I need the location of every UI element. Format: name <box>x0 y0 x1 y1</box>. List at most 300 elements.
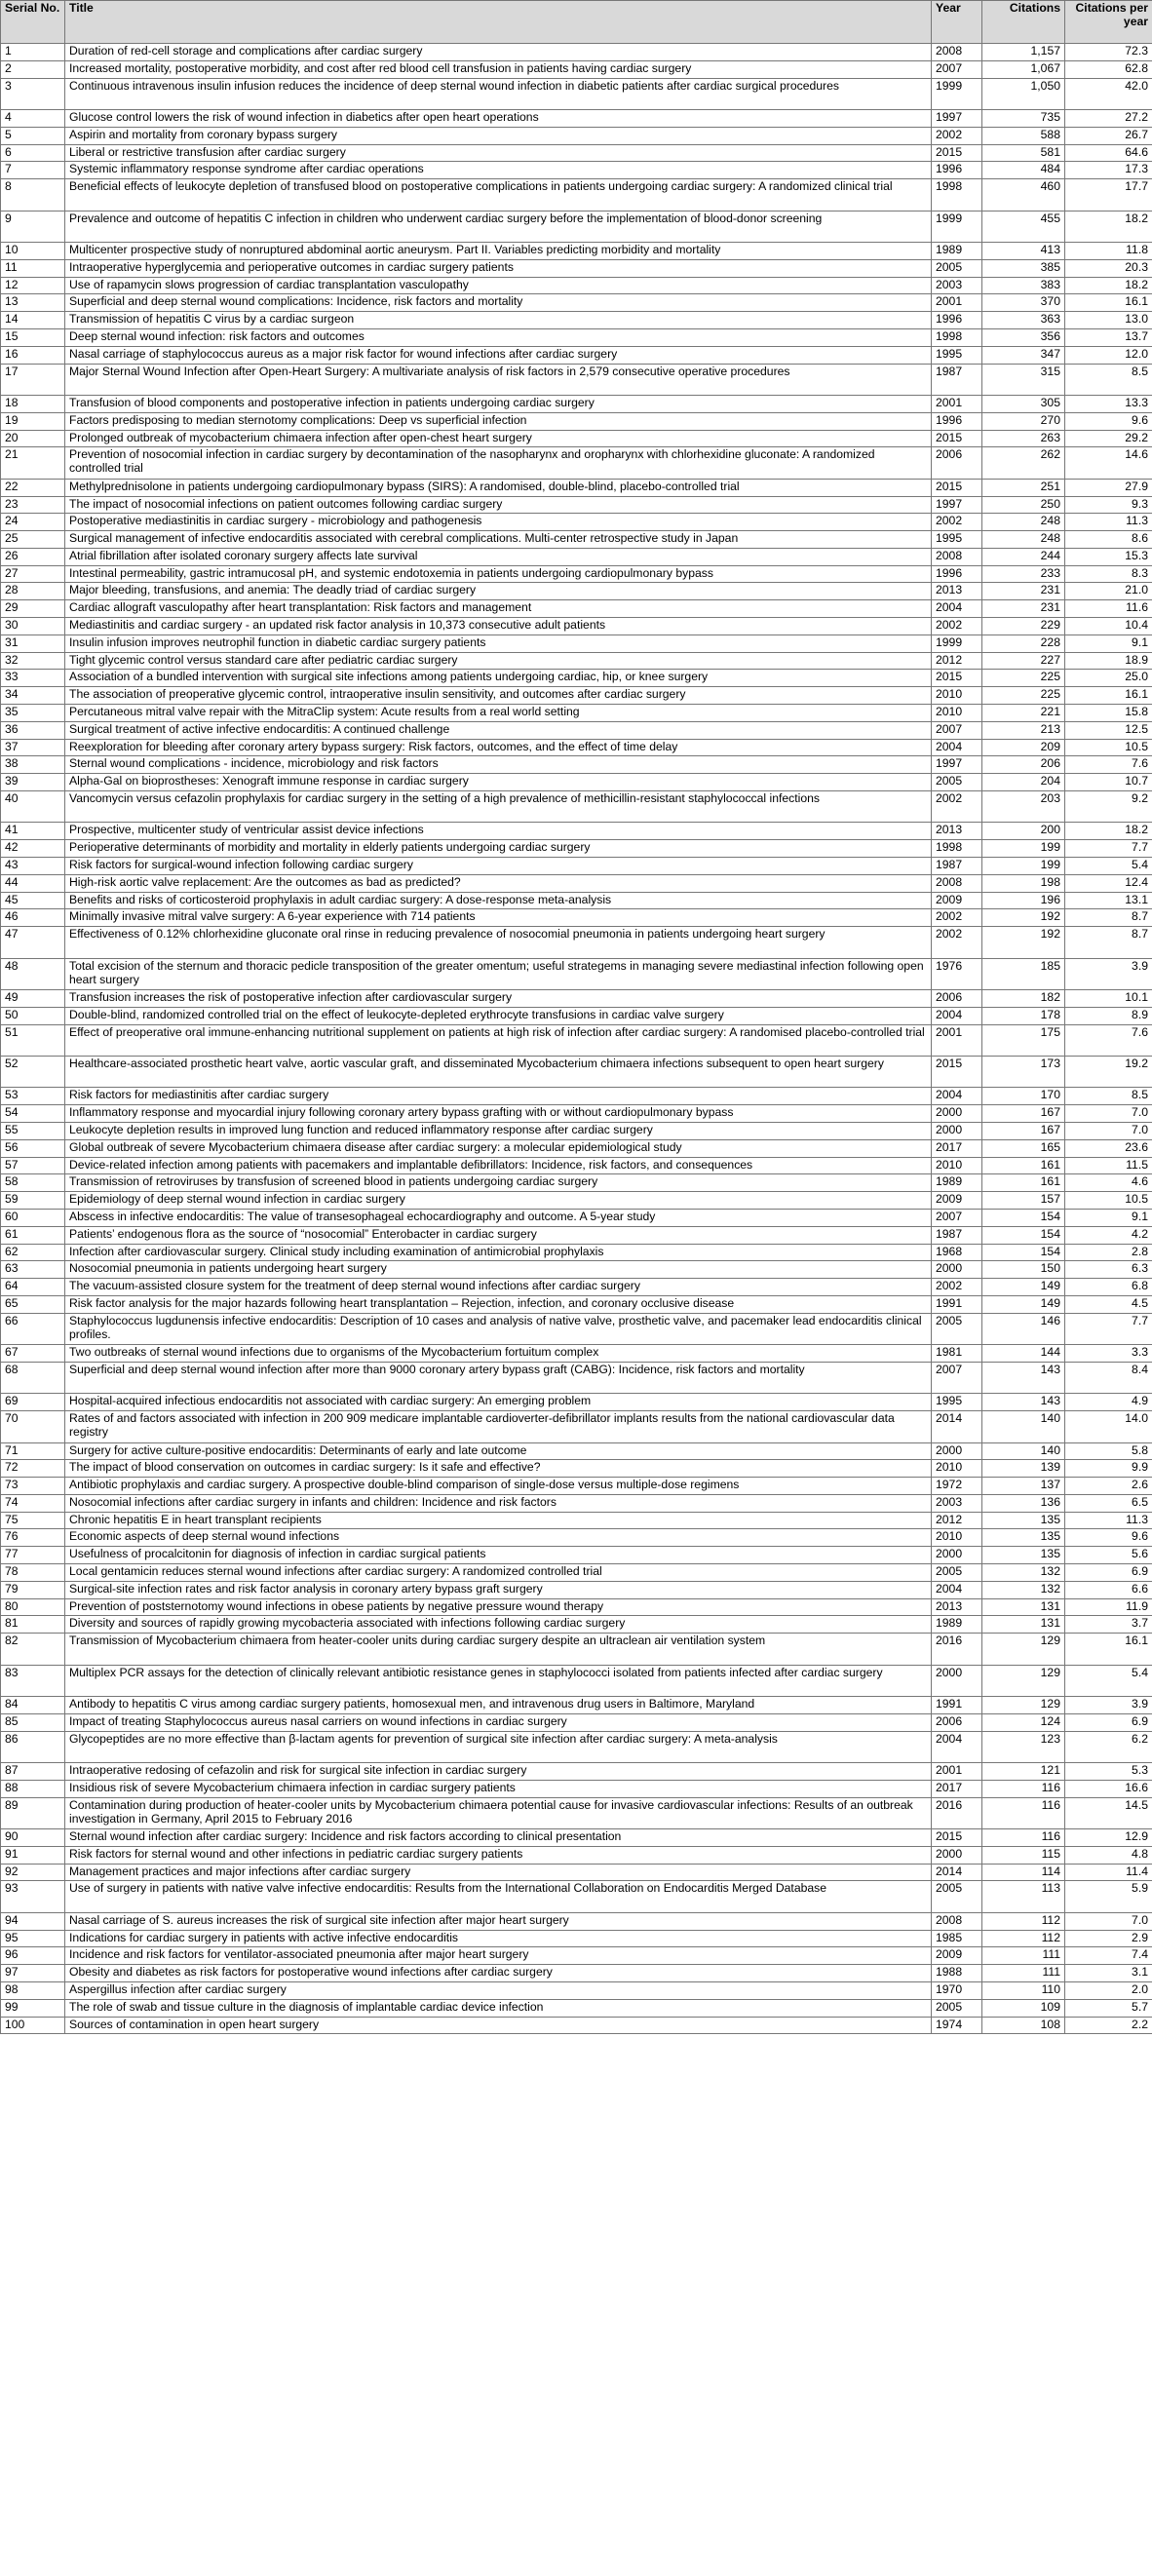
cell-year: 2002 <box>932 791 982 823</box>
cell-year: 2002 <box>932 514 982 531</box>
cell-citations: 154 <box>982 1226 1065 1244</box>
cell-title: Prolonged outbreak of mycobacterium chimaera infection after open-chest heart surgery <box>65 430 932 447</box>
cell-citations-per-year: 7.0 <box>1065 1122 1152 1139</box>
cell-year: 2007 <box>932 60 982 78</box>
cell-title: Nosocomial infections after cardiac surgery in infants and children: Incidence and risk factors <box>65 1494 932 1512</box>
table-row <box>1 548 1152 565</box>
table-row <box>1 858 1152 875</box>
cell-citations-per-year: 13.3 <box>1065 395 1152 412</box>
table-row <box>1 144 1152 162</box>
table-row <box>1 1139 1152 1157</box>
table-row <box>1 430 1152 447</box>
cell-year: 1987 <box>932 858 982 875</box>
cell-citations: 131 <box>982 1616 1065 1634</box>
cell-serial: 52 <box>1 1056 65 1087</box>
cell-title: Management practices and major infections after cardiac surgery <box>65 1864 932 1881</box>
cell-year: 1997 <box>932 109 982 127</box>
cell-citations: 170 <box>982 1088 1065 1105</box>
cell-year: 2010 <box>932 1529 982 1547</box>
cell-serial: 95 <box>1 1930 65 1947</box>
cell-citations: 129 <box>982 1634 1065 1665</box>
table-row <box>1 1394 1152 1411</box>
cell-citations: 250 <box>982 496 1065 514</box>
cell-citations: 460 <box>982 179 1065 211</box>
cell-serial: 70 <box>1 1411 65 1442</box>
cell-citations-per-year: 12.5 <box>1065 721 1152 739</box>
cell-serial: 69 <box>1 1394 65 1411</box>
cell-citations: 263 <box>982 430 1065 447</box>
cell-year: 2004 <box>932 739 982 756</box>
cell-citations-per-year: 9.1 <box>1065 634 1152 652</box>
cell-citations: 175 <box>982 1024 1065 1056</box>
cell-serial: 29 <box>1 600 65 618</box>
cell-year: 2002 <box>932 127 982 144</box>
table-row <box>1 583 1152 600</box>
table-row <box>1 990 1152 1008</box>
header-year: Year <box>932 1 982 44</box>
table-row <box>1 1313 1152 1344</box>
cell-year: 1970 <box>932 1981 982 1999</box>
cell-serial: 47 <box>1 927 65 958</box>
cell-citations-per-year: 7.0 <box>1065 1912 1152 1930</box>
cell-serial: 78 <box>1 1564 65 1582</box>
cell-serial: 99 <box>1 1999 65 2017</box>
table-row <box>1 2017 1152 2034</box>
cell-year: 2012 <box>932 1512 982 1529</box>
cell-serial: 43 <box>1 858 65 875</box>
table-row <box>1 1947 1152 1965</box>
cell-citations-per-year: 19.2 <box>1065 1056 1152 1087</box>
cell-citations: 111 <box>982 1965 1065 1982</box>
cell-citations-per-year: 2.2 <box>1065 2017 1152 2034</box>
cell-citations-per-year: 8.5 <box>1065 1088 1152 1105</box>
cell-serial: 63 <box>1 1261 65 1279</box>
cell-serial: 92 <box>1 1864 65 1881</box>
cell-citations-per-year: 11.3 <box>1065 514 1152 531</box>
cell-citations: 108 <box>982 2017 1065 2034</box>
cell-citations-per-year: 3.9 <box>1065 1697 1152 1714</box>
cell-serial: 77 <box>1 1547 65 1564</box>
cell-serial: 65 <box>1 1295 65 1313</box>
cell-citations: 231 <box>982 600 1065 618</box>
cell-citations: 203 <box>982 791 1065 823</box>
cell-serial: 36 <box>1 721 65 739</box>
table-row <box>1 1529 1152 1547</box>
cell-year: 1976 <box>932 958 982 989</box>
cell-year: 2017 <box>932 1139 982 1157</box>
cell-citations: 347 <box>982 346 1065 364</box>
cell-year: 1995 <box>932 346 982 364</box>
cell-year: 2002 <box>932 1279 982 1296</box>
cell-citations: 165 <box>982 1139 1065 1157</box>
cell-serial: 3 <box>1 78 65 109</box>
cell-citations: 149 <box>982 1279 1065 1296</box>
cell-citations-per-year: 18.9 <box>1065 652 1152 670</box>
cell-citations: 178 <box>982 1007 1065 1024</box>
cell-title: Chronic hepatitis E in heart transplant recipients <box>65 1512 932 1529</box>
cell-serial: 89 <box>1 1797 65 1828</box>
cell-citations-per-year: 16.1 <box>1065 294 1152 312</box>
cell-year: 1987 <box>932 364 982 395</box>
table-row <box>1 774 1152 791</box>
table-row <box>1 1494 1152 1512</box>
cell-citations-per-year: 9.2 <box>1065 791 1152 823</box>
cell-citations-per-year: 13.7 <box>1065 328 1152 346</box>
cell-citations: 227 <box>982 652 1065 670</box>
cell-citations-per-year: 25.0 <box>1065 670 1152 687</box>
cell-citations-per-year: 10.7 <box>1065 774 1152 791</box>
cell-title: Benefits and risks of corticosteroid prophylaxis in adult cardiac surgery: A dose-response meta-analysis <box>65 892 932 909</box>
cell-title: The impact of blood conservation on outcomes in cardiac surgery: Is it safe and effective? <box>65 1460 932 1478</box>
cell-year: 2002 <box>932 618 982 635</box>
cell-title: Local gentamicin reduces sternal wound infections after cardiac surgery: A randomized controlled trial <box>65 1564 932 1582</box>
cell-year: 2004 <box>932 1088 982 1105</box>
cell-title: Continuous intravenous insulin infusion reduces the incidence of deep sternal wound infection in diabetic patients after cardiac surgical procedures <box>65 78 932 109</box>
cell-serial: 72 <box>1 1460 65 1478</box>
cell-serial: 2 <box>1 60 65 78</box>
table-row <box>1 1999 1152 2017</box>
cell-title: Staphylococcus lugdunensis infective endocarditis: Description of 10 cases and analysis of native valve, prosthetic valve, and pacemaker lead endocarditis clinical profiles. <box>65 1313 932 1344</box>
cell-citations: 143 <box>982 1362 1065 1393</box>
cell-serial: 50 <box>1 1007 65 1024</box>
cell-citations-per-year: 8.7 <box>1065 909 1152 927</box>
table-row <box>1 364 1152 395</box>
cell-title: The impact of nosocomial infections on patient outcomes following cardiac surgery <box>65 496 932 514</box>
cell-title: Systemic inflammatory response syndrome after cardiac operations <box>65 162 932 179</box>
cell-title: Global outbreak of severe Mycobacterium chimaera disease after cardiac surgery: a molecular epidemiological study <box>65 1139 932 1157</box>
cell-citations: 154 <box>982 1209 1065 1226</box>
cell-serial: 53 <box>1 1088 65 1105</box>
cell-title: Total excision of the sternum and thoracic pedicle transposition of the greater omentum; useful strategems in managing severe mediastinal infection following open heart surgery <box>65 958 932 989</box>
cell-title: The role of swab and tissue culture in the diagnosis of implantable cardiac device infection <box>65 1999 932 2017</box>
table-row <box>1 1295 1152 1313</box>
table-row <box>1 1697 1152 1714</box>
cell-citations-per-year: 8.4 <box>1065 1362 1152 1393</box>
cell-citations-per-year: 2.0 <box>1065 1981 1152 1999</box>
cell-serial: 49 <box>1 990 65 1008</box>
table-row <box>1 1763 1152 1781</box>
cell-year: 2005 <box>932 259 982 277</box>
cell-title: Transmission of retroviruses by transfusion of screened blood in patients undergoing cardiac surgery <box>65 1174 932 1192</box>
table-row <box>1 1797 1152 1828</box>
cell-citations: 114 <box>982 1864 1065 1881</box>
cell-serial: 40 <box>1 791 65 823</box>
cell-serial: 82 <box>1 1634 65 1665</box>
cell-year: 2000 <box>932 1665 982 1696</box>
cell-citations: 370 <box>982 294 1065 312</box>
cell-citations-per-year: 7.7 <box>1065 1313 1152 1344</box>
table-row <box>1 312 1152 329</box>
cell-title: Mediastinitis and cardiac surgery - an updated risk factor analysis in 10,373 consecutive adult patients <box>65 618 932 635</box>
table-row <box>1 927 1152 958</box>
cell-year: 2005 <box>932 1313 982 1344</box>
cell-serial: 8 <box>1 179 65 211</box>
cell-citations: 161 <box>982 1174 1065 1192</box>
cell-title: Aspergillus infection after cardiac surgery <box>65 1981 932 1999</box>
cell-title: Transmission of hepatitis C virus by a cardiac surgeon <box>65 312 932 329</box>
table-row <box>1 1442 1152 1460</box>
cell-citations: 588 <box>982 127 1065 144</box>
cell-title: Superficial and deep sternal wound complications: Incidence, risk factors and mortality <box>65 294 932 312</box>
cell-citations: 199 <box>982 840 1065 858</box>
cell-citations: 455 <box>982 211 1065 242</box>
cell-year: 2013 <box>932 583 982 600</box>
cell-citations: 209 <box>982 739 1065 756</box>
cell-citations: 116 <box>982 1780 1065 1797</box>
cell-serial: 83 <box>1 1665 65 1696</box>
cell-citations-per-year: 16.6 <box>1065 1780 1152 1797</box>
cell-serial: 85 <box>1 1713 65 1731</box>
table-row <box>1 1105 1152 1123</box>
cell-citations: 221 <box>982 705 1065 722</box>
cell-year: 1997 <box>932 756 982 774</box>
table-row <box>1 514 1152 531</box>
header-citations: Citations <box>982 1 1065 44</box>
cell-year: 1988 <box>932 1965 982 1982</box>
cell-year: 2009 <box>932 1192 982 1210</box>
cell-citations: 173 <box>982 1056 1065 1087</box>
cell-year: 2006 <box>932 990 982 1008</box>
cell-year: 2007 <box>932 1362 982 1393</box>
cell-citations: 129 <box>982 1665 1065 1696</box>
cell-year: 1989 <box>932 1616 982 1634</box>
table-row <box>1 1226 1152 1244</box>
cell-citations: 231 <box>982 583 1065 600</box>
cell-year: 2016 <box>932 1634 982 1665</box>
table-row <box>1 1846 1152 1864</box>
cell-serial: 41 <box>1 823 65 840</box>
table-row <box>1 496 1152 514</box>
cell-citations: 199 <box>982 858 1065 875</box>
cell-title: Healthcare-associated prosthetic heart valve, aortic vascular graft, and disseminated Mycobacterium chimaera infections subsequent to open heart surgery <box>65 1056 932 1087</box>
cell-citations: 244 <box>982 548 1065 565</box>
cell-citations: 116 <box>982 1797 1065 1828</box>
table-row <box>1 618 1152 635</box>
cell-year: 1987 <box>932 1226 982 1244</box>
cell-title: Economic aspects of deep sternal wound infections <box>65 1529 932 1547</box>
table-row <box>1 1362 1152 1393</box>
cell-title: Epidemiology of deep sternal wound infection in cardiac surgery <box>65 1192 932 1210</box>
cell-year: 2000 <box>932 1122 982 1139</box>
cell-citations-per-year: 62.8 <box>1065 60 1152 78</box>
cell-citations-per-year: 5.8 <box>1065 1442 1152 1460</box>
cell-year: 2001 <box>932 1024 982 1056</box>
cell-title: Sternal wound infection after cardiac surgery: Incidence and risk factors according to clinical presentation <box>65 1829 932 1847</box>
table-row <box>1 791 1152 823</box>
cell-citations-per-year: 18.2 <box>1065 277 1152 294</box>
cell-citations: 206 <box>982 756 1065 774</box>
cell-citations-per-year: 6.9 <box>1065 1564 1152 1582</box>
cell-citations: 137 <box>982 1478 1065 1495</box>
cell-citations-per-year: 64.6 <box>1065 144 1152 162</box>
cell-year: 2003 <box>932 277 982 294</box>
cell-serial: 32 <box>1 652 65 670</box>
cell-citations: 185 <box>982 958 1065 989</box>
table-row <box>1 1478 1152 1495</box>
table-row <box>1 1007 1152 1024</box>
cell-title: Transmission of Mycobacterium chimaera from heater-cooler units during cardiac surgery despite an ultraclean air ventilation system <box>65 1634 932 1665</box>
cell-title: Beneficial effects of leukocyte depletion of transfused blood on postoperative complications in patients undergoing cardiac surgery: A randomized clinical trial <box>65 179 932 211</box>
cell-title: Glycopeptides are no more effective than β-lactam agents for prevention of surgical site infection after cardiac surgery: A meta-analysis <box>65 1731 932 1762</box>
cell-citations-per-year: 8.9 <box>1065 1007 1152 1024</box>
cell-citations-per-year: 14.0 <box>1065 1411 1152 1442</box>
table-row <box>1 127 1152 144</box>
cell-citations: 116 <box>982 1829 1065 1847</box>
cell-title: Nasal carriage of staphylococcus aureus as a major risk factor for wound infections after cardiac surgery <box>65 346 932 364</box>
cell-year: 2000 <box>932 1442 982 1460</box>
cell-serial: 27 <box>1 565 65 583</box>
cell-citations: 305 <box>982 395 1065 412</box>
cell-title: Transfusion of blood components and postoperative infection in patients undergoing cardiac surgery <box>65 395 932 412</box>
cell-title: Major bleeding, transfusions, and anemia: The deadly triad of cardiac surgery <box>65 583 932 600</box>
cell-citations-per-year: 3.1 <box>1065 1965 1152 1982</box>
cell-citations-per-year: 8.7 <box>1065 927 1152 958</box>
cell-title: Major Sternal Wound Infection after Open-Heart Surgery: A multivariate analysis of risk factors in 2,579 consecutive operative procedures <box>65 364 932 395</box>
table-row <box>1 892 1152 909</box>
cell-year: 1998 <box>932 840 982 858</box>
cell-serial: 88 <box>1 1780 65 1797</box>
cell-serial: 58 <box>1 1174 65 1192</box>
cell-citations-per-year: 17.7 <box>1065 179 1152 211</box>
cell-serial: 5 <box>1 127 65 144</box>
cell-citations-per-year: 21.0 <box>1065 583 1152 600</box>
cell-serial: 91 <box>1 1846 65 1864</box>
cell-year: 1998 <box>932 328 982 346</box>
cell-year: 2015 <box>932 430 982 447</box>
cell-year: 2016 <box>932 1797 982 1828</box>
table-row <box>1 44 1152 61</box>
cell-citations: 124 <box>982 1713 1065 1731</box>
cell-serial: 64 <box>1 1279 65 1296</box>
cell-title: Double-blind, randomized controlled trial on the effect of leukocyte-depleted erythrocyte transfusions in cardiac valve surgery <box>65 1007 932 1024</box>
cell-citations: 143 <box>982 1394 1065 1411</box>
table-row <box>1 1460 1152 1478</box>
cell-citations-per-year: 8.3 <box>1065 565 1152 583</box>
cell-citations-per-year: 9.9 <box>1065 1460 1152 1478</box>
cell-title: Abscess in infective endocarditis: The value of transesophageal echocardiography and outcome. A 5-year study <box>65 1209 932 1226</box>
cell-title: Intestinal permeability, gastric intramucosal pH, and systemic endotoxemia in patients undergoing cardiopulmonary bypass <box>65 565 932 583</box>
cell-citations: 131 <box>982 1598 1065 1616</box>
cell-title: Multicenter prospective study of nonruptured abdominal aortic aneurysm. Part II. Variables predicting morbidity and mortality <box>65 242 932 259</box>
cell-citations-per-year: 10.4 <box>1065 618 1152 635</box>
cell-serial: 74 <box>1 1494 65 1512</box>
cell-serial: 33 <box>1 670 65 687</box>
cell-year: 2005 <box>932 1881 982 1912</box>
cell-serial: 60 <box>1 1209 65 1226</box>
cell-title: Rates of and factors associated with infection in 200 909 medicare implantable cardioverter-defibrillator implants results from the national cardiovascular data registry <box>65 1411 932 1442</box>
cell-citations-per-year: 10.5 <box>1065 739 1152 756</box>
cell-year: 1991 <box>932 1697 982 1714</box>
cell-serial: 87 <box>1 1763 65 1781</box>
cell-year: 2015 <box>932 1829 982 1847</box>
cell-citations: 135 <box>982 1512 1065 1529</box>
cell-serial: 56 <box>1 1139 65 1157</box>
cell-serial: 20 <box>1 430 65 447</box>
cell-citations: 157 <box>982 1192 1065 1210</box>
cell-citations-per-year: 26.7 <box>1065 127 1152 144</box>
cell-citations-per-year: 6.3 <box>1065 1261 1152 1279</box>
cell-year: 1996 <box>932 412 982 430</box>
cell-year: 2015 <box>932 144 982 162</box>
cell-serial: 1 <box>1 44 65 61</box>
cell-serial: 71 <box>1 1442 65 1460</box>
table-row <box>1 479 1152 496</box>
cell-serial: 39 <box>1 774 65 791</box>
cell-title: Effectiveness of 0.12% chlorhexidine gluconate oral rinse in reducing prevalence of nosocomial pneumonia in patients undergoing heart surgery <box>65 927 932 958</box>
cell-year: 1989 <box>932 1174 982 1192</box>
cell-year: 2009 <box>932 892 982 909</box>
cell-citations-per-year: 10.5 <box>1065 1192 1152 1210</box>
cell-title: Tight glycemic control versus standard care after pediatric cardiac surgery <box>65 652 932 670</box>
cell-year: 2007 <box>932 721 982 739</box>
cell-citations-per-year: 11.8 <box>1065 242 1152 259</box>
cell-year: 2010 <box>932 1157 982 1174</box>
cell-year: 2004 <box>932 1581 982 1598</box>
table-row <box>1 1564 1152 1582</box>
cell-title: Infection after cardiovascular surgery. Clinical study including examination of antimicrobial prophylaxis <box>65 1244 932 1261</box>
table-body <box>1 44 1152 2034</box>
cell-serial: 14 <box>1 312 65 329</box>
cell-citations-per-year: 4.9 <box>1065 1394 1152 1411</box>
table-row <box>1 1024 1152 1056</box>
cell-title: Hospital-acquired infectious endocarditis not associated with cardiac surgery: An emerging problem <box>65 1394 932 1411</box>
cell-title: Increased mortality, postoperative morbidity, and cost after red blood cell transfusion in patients having cardiac surgery <box>65 60 932 78</box>
cell-citations-per-year: 12.0 <box>1065 346 1152 364</box>
cell-serial: 35 <box>1 705 65 722</box>
cell-year: 1996 <box>932 312 982 329</box>
cell-citations-per-year: 7.0 <box>1065 1105 1152 1123</box>
cell-year: 2000 <box>932 1846 982 1864</box>
cell-citations: 270 <box>982 412 1065 430</box>
cell-citations-per-year: 8.5 <box>1065 364 1152 395</box>
cell-title: Vancomycin versus cefazolin prophylaxis for cardiac surgery in the setting of a high prevalence of methicillin-resistant staphylococcal infections <box>65 791 932 823</box>
cell-year: 2014 <box>932 1411 982 1442</box>
table-row <box>1 1244 1152 1261</box>
cell-serial: 66 <box>1 1313 65 1344</box>
cell-year: 2006 <box>932 1713 982 1731</box>
table-row <box>1 1665 1152 1696</box>
cell-citations: 167 <box>982 1122 1065 1139</box>
cell-title: High-risk aortic valve replacement: Are the outcomes as bad as predicted? <box>65 874 932 892</box>
cell-citations: 1,067 <box>982 60 1065 78</box>
cell-citations-per-year: 11.5 <box>1065 1157 1152 1174</box>
cell-year: 1997 <box>932 496 982 514</box>
table-row <box>1 1912 1152 1930</box>
cell-serial: 59 <box>1 1192 65 1210</box>
cell-title: Percutaneous mitral valve repair with the MitraClip system: Acute results from a real world setting <box>65 705 932 722</box>
cell-citations-per-year: 13.0 <box>1065 312 1152 329</box>
cell-serial: 73 <box>1 1478 65 1495</box>
cell-citations: 315 <box>982 364 1065 395</box>
cell-year: 2004 <box>932 600 982 618</box>
cell-serial: 90 <box>1 1829 65 1847</box>
cell-title: Risk factors for surgical-wound infection following cardiac surgery <box>65 858 932 875</box>
cell-citations: 363 <box>982 312 1065 329</box>
cell-year: 2005 <box>932 1564 982 1582</box>
cell-year: 2005 <box>932 774 982 791</box>
table-row <box>1 874 1152 892</box>
cell-citations-per-year: 5.3 <box>1065 1763 1152 1781</box>
cell-citations-per-year: 4.5 <box>1065 1295 1152 1313</box>
cell-serial: 28 <box>1 583 65 600</box>
cell-citations: 228 <box>982 634 1065 652</box>
cell-citations: 109 <box>982 1999 1065 2017</box>
cell-title: Alpha-Gal on bioprostheses: Xenograft immune response in cardiac surgery <box>65 774 932 791</box>
cell-citations-per-year: 13.1 <box>1065 892 1152 909</box>
cell-citations-per-year: 2.9 <box>1065 1930 1152 1947</box>
cell-year: 2000 <box>932 1547 982 1564</box>
cell-serial: 98 <box>1 1981 65 1999</box>
